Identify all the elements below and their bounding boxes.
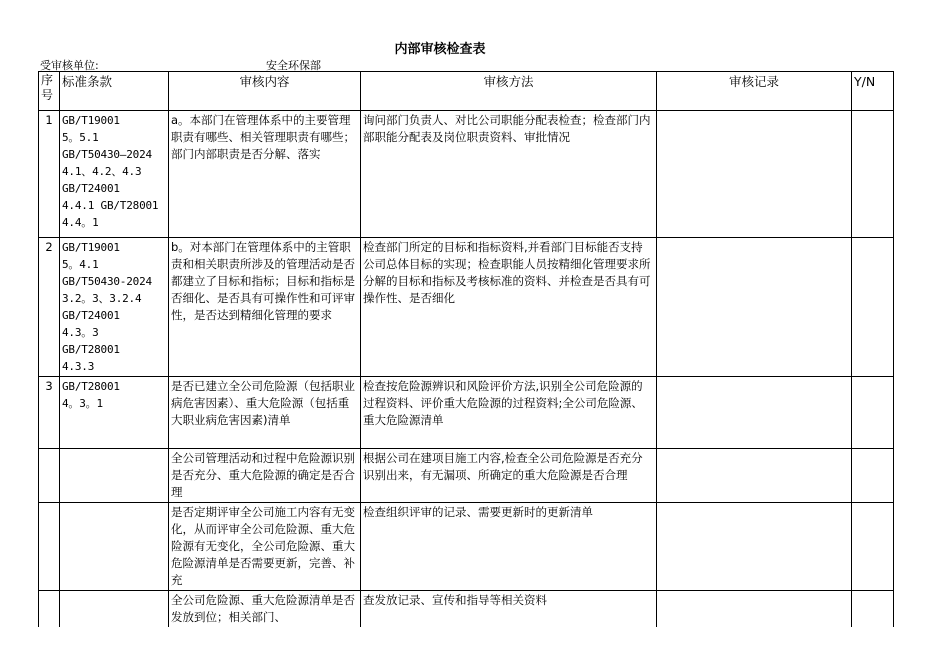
header-content: 审核内容 [169, 72, 361, 111]
cell-content: a。本部门在管理体系中的主要管理职责有哪些、相关管理职责有哪些；部门内部职责是否分解、落实 [169, 111, 361, 238]
cell-no: 1 [39, 111, 60, 238]
header-yn: Y/N [852, 72, 894, 111]
cell-method: 检查部门所定的目标和指标资料,并看部门目标能否支持公司总体目标的实现；检查职能人员按精细化管理要求所分解的目标和指标及考核标准的资料、并检查是否具有可操作性、是否细化 [361, 238, 657, 377]
cell-method: 检查按危险源辨识和风险评价方法,识别全公司危险源的过程资料、评价重大危险源的过程资料;全公司危险源、重大危险源清单 [361, 377, 657, 449]
standard-line: 4.3。3 [62, 326, 99, 339]
cell-yn [852, 377, 894, 449]
cell-standard [60, 377, 169, 449]
cell-yn [852, 111, 894, 238]
cell-content: b。对本部门在管理体系中的主管职责和相关职责所涉及的管理活动是否都建立了目标和指标；目标和指标是否细化、是否具有可操作性和可评审性，是否达到精细化管理的要求 [169, 238, 361, 377]
audited-unit-row [40, 57, 440, 71]
standard-line: 5。5.1 [62, 131, 99, 144]
cell-method: 根据公司在建项目施工内容,检查全公司危险源是否充分识别出来，有无漏项、所确定的重大危险源是否合理 [361, 449, 657, 503]
audited-unit-value: 安全环保部 [266, 59, 321, 72]
standard-line: GB/T28001 [62, 343, 120, 356]
cell-yn [852, 591, 894, 628]
cell-standard [60, 503, 169, 591]
table-row [39, 377, 894, 449]
cell-yn [852, 503, 894, 591]
standard-line: 4.3.3 [62, 360, 95, 373]
standard-line: GB/T19001 [62, 241, 120, 254]
table-row [39, 503, 894, 591]
standard-line: GB/T50430—2024 [62, 148, 152, 161]
standard-line: 3.2。3、3.2.4 [62, 292, 142, 305]
table-header-row [39, 72, 894, 111]
header-no: 序号 [39, 72, 60, 111]
cell-method: 检查组织评审的记录、需要更新时的更新清单 [361, 503, 657, 591]
cell-content: 是否定期评审全公司施工内容有无变化，从而评审全公司危险源、重大危险源有无变化，全公司危险源、重大危险源清单是否需要更新，完善、补充 [169, 503, 361, 591]
standard-line: 5。4.1 [62, 258, 99, 271]
cell-method: 询问部门负责人、对比公司职能分配表检查；检查部门内部职能分配表及岗位职责资料、审批情况 [361, 111, 657, 238]
page-title: 内部审核检查表 [394, 42, 486, 57]
cell-record [657, 503, 852, 591]
cell-no [39, 591, 60, 628]
cell-record [657, 111, 852, 238]
standard-line: 4.4。1 [62, 216, 99, 229]
cell-yn [852, 449, 894, 503]
audited-unit-label: 受审核单位: [40, 59, 99, 72]
cell-record [657, 449, 852, 503]
cell-standard [60, 238, 169, 377]
standard-line: 4.4.1 GB/T28001 [62, 199, 159, 212]
cell-record [657, 591, 852, 628]
cell-content: 全公司危险源、重大危险源清单是否发放到位；相关部门、 [169, 591, 361, 628]
table-row [39, 449, 894, 503]
standard-line: 4.1、4.2、4.3 [62, 165, 142, 178]
cell-method: 查发放记录、宣传和指导等相关资料 [361, 591, 657, 628]
standard-line: GB/T24001 [62, 309, 120, 322]
header-standard: 标准条款 [60, 72, 169, 111]
header-record: 审核记录 [657, 72, 852, 111]
cell-content: 全公司管理活动和过程中危险源识别是否充分、重大危险源的确定是否合理 [169, 449, 361, 503]
standard-line: GB/T28001 [62, 380, 120, 393]
cell-content: 是否已建立全公司危险源（包括职业病危害因素）、重大危险源（包括重大职业病危害因素)清单 [169, 377, 361, 449]
cell-standard [60, 111, 169, 238]
cell-yn [852, 238, 894, 377]
standard-line: GB/T19001 [62, 114, 120, 127]
cell-no: 3 [39, 377, 60, 449]
header-method: 审核方法 [361, 72, 657, 111]
table-row [39, 111, 894, 238]
cell-no [39, 449, 60, 503]
cell-no: 2 [39, 238, 60, 377]
checklist-table [38, 71, 894, 627]
cell-record [657, 377, 852, 449]
cell-no [39, 503, 60, 591]
table-row [39, 238, 894, 377]
cell-standard [60, 591, 169, 628]
standard-line: GB/T24001 [62, 182, 120, 195]
cell-standard [60, 449, 169, 503]
cell-record [657, 238, 852, 377]
table-row [39, 591, 894, 628]
standard-line: GB/T50430-2024 [62, 275, 152, 288]
standard-line: 4。3。1 [62, 397, 103, 410]
